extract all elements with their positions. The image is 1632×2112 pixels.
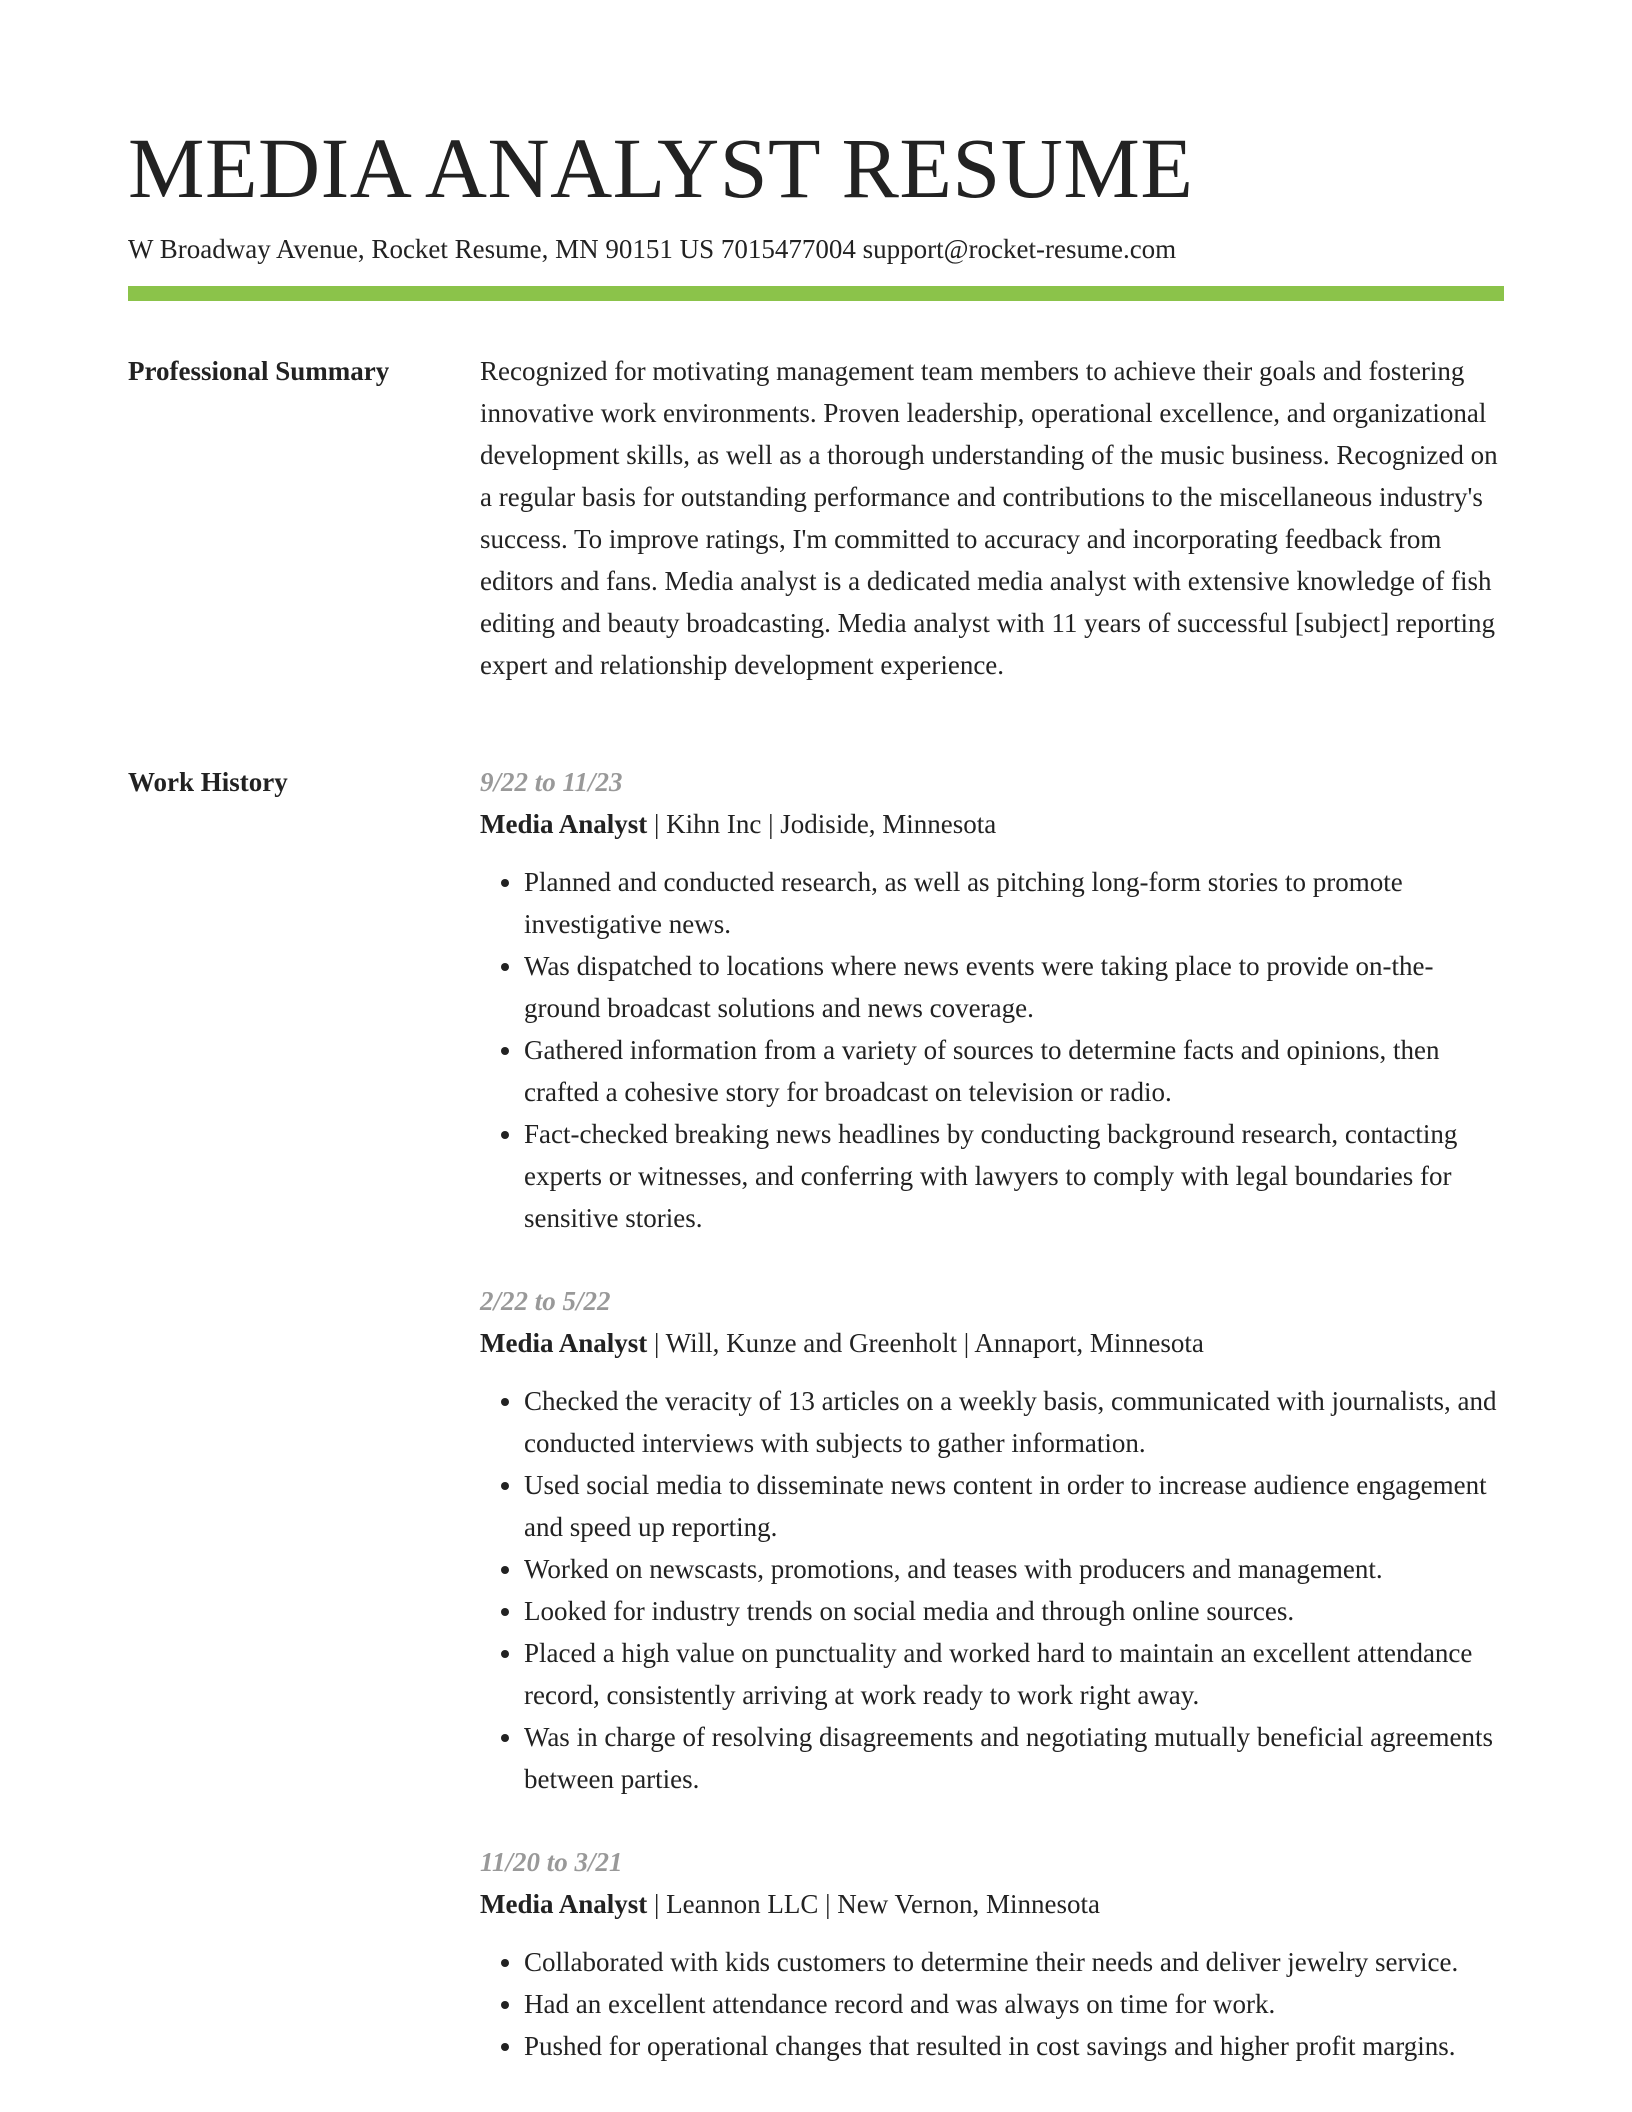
job-bullet: • Checked the veracity of 13 articles on a weekly basis, communicated with journalists, and conducted interviews with subjects to gather information. [524,1380,1504,1464]
job-bullet: • Placed a high value on punctuality and worked hard to maintain an excellent attendance record, consistently arriving at work ready to work right away. [524,1632,1504,1716]
resume-title: MEDIA ANALYST RESUME [128,120,1194,216]
job-dates: 9/22 to 11/23 [480,767,623,797]
job-bullet: • Used social media to disseminate news content in order to increase audience engagement and speed up reporting. [524,1464,1504,1548]
summary-text: Recognized for motivating management team members to achieve their goals and fostering innovative work environments. Proven leadership, operational excellence, and organizational development skills, as well as a thorough understanding of the music business. Recognized on a regular basis for outstanding performance and contributions to the miscellaneous industry's success. To improve ratings, I'm committed to accuracy and incorporating feedback from editors and fans. Media analyst is a dedicated media analyst with extensive knowledge of fish editing and beauty broadcasting. Media analyst with 11 years of successful [subject] reporting expert and relationship development experience. [480,356,1498,680]
job-title-line [480,803,1504,845]
job-role: Media Analyst [480,1889,648,1919]
job-entry [480,761,1504,1239]
job-bullet: • Gathered information from a variety of sources to determine facts and opinions, then crafted a cohesive story for broadcast on television or radio. [524,1029,1504,1113]
job-entry [480,1280,1504,1800]
job-role: Media Analyst [480,809,648,839]
work-history-heading: Work History [128,767,288,797]
job-bullet: • Was dispatched to locations where news events were taking place to provide on-the-ground broadcast solutions and news coverage. [524,945,1504,1029]
job-company-location: | Will, Kunze and Greenholt | Annaport, Minnesota [647,1328,1204,1358]
job-bullet: • Planned and conducted research, as well as pitching long-form stories to promote investigative news. [524,861,1504,945]
job-bullet: • Had an excellent attendance record and was always on time for work. [524,1983,1504,2025]
job-bullet: • Worked on newscasts, promotions, and teases with producers and management. [524,1548,1504,1590]
job-bullet-list [480,1941,1504,2067]
job-bullet: • Looked for industry trends on social media and through online sources. [524,1590,1504,1632]
job-dates: 2/22 to 5/22 [480,1286,611,1316]
job-bullet: • Was in charge of resolving disagreements and negotiating mutually beneficial agreements between parties. [524,1716,1504,1800]
job-title-line [480,1883,1504,1925]
job-entry [480,1841,1504,2067]
job-company-location: | Leannon LLC | New Vernon, Minnesota [647,1889,1100,1919]
job-company-location: | Kihn Inc | Jodiside, Minnesota [647,809,997,839]
job-bullet: • Collaborated with kids customers to determine their needs and deliver jewelry service. [524,1941,1504,1983]
job-bullet: • Fact-checked breaking news headlines by conducting background research, contacting experts or witnesses, and conferring with lawyers to comply with legal boundaries for sensitive stories. [524,1113,1504,1239]
work-history-body [480,761,1504,2108]
job-bullet-list [480,1380,1504,1800]
job-role: Media Analyst [480,1328,648,1358]
contact-line: W Broadway Avenue, Rocket Resume, MN 90151 US 7015477004 support@rocket-resume.com [128,234,1177,264]
job-title-line [480,1322,1504,1364]
summary-body [480,350,1504,686]
header-divider [128,286,1504,301]
job-bullet: • Pushed for operational changes that resulted in cost savings and higher profit margins. [524,2025,1504,2067]
job-dates: 11/20 to 3/21 [480,1847,623,1877]
summary-heading: Professional Summary [128,356,390,386]
job-bullet-list [480,861,1504,1239]
